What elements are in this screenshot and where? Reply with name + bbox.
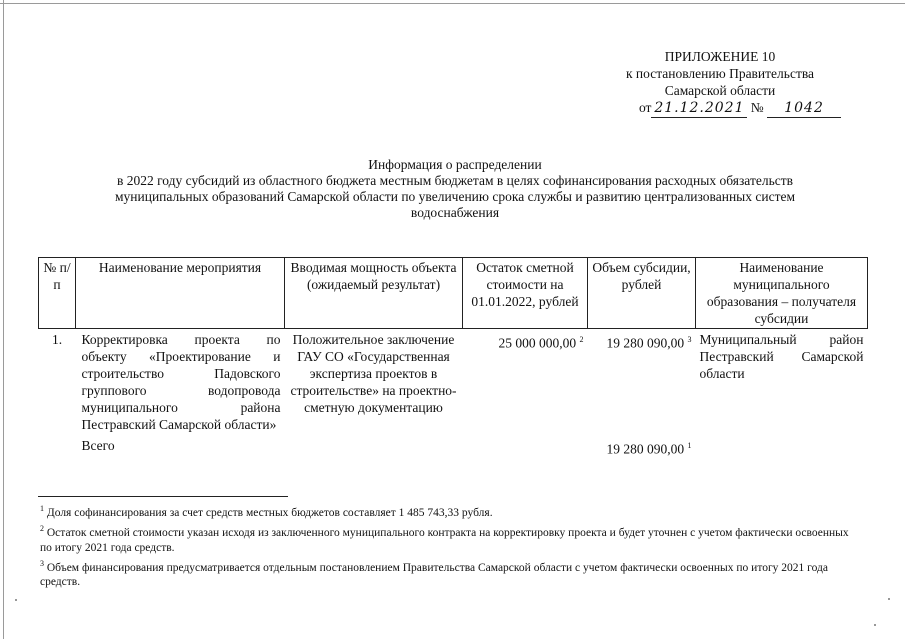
- footnote: [40, 556, 862, 591]
- row-municipality: Муниципальный район Пестравский Самарской области: [699, 332, 864, 381]
- total-subsidy: [588, 435, 696, 460]
- header-remaining-cost: Остаток сметной стоимости на 01.01.2022, рублей: [463, 258, 588, 329]
- subsidy-table: [38, 257, 868, 460]
- header-number: № п/п: [39, 258, 76, 329]
- handwritten-date: 21.12.2021: [651, 100, 747, 118]
- header-subsidy: Объем субсидии, рублей: [588, 258, 696, 329]
- header-activity: Наименование мероприятия: [76, 258, 285, 329]
- handwritten-number: 1042: [767, 100, 841, 118]
- footnote-divider: [38, 496, 288, 497]
- scan-border-top: [0, 3, 905, 4]
- footnote-text: Объем финансирования предусматривается отдельным постановлением Правительства Самарской области с учетом фактически освоенных по итогу 2021 года средств.: [40, 561, 828, 589]
- row-capacity: Положительное заключение ГАУ СО «Государственная экспертиза проектов в строительстве» на проектно-сметную документацию: [290, 332, 457, 415]
- row-subsidy: [588, 329, 696, 436]
- total-label: Всего: [81, 438, 115, 453]
- appendix-block: [560, 48, 880, 118]
- appendix-date-line: [600, 99, 880, 118]
- subsidy-footnote-ref: 3: [687, 335, 692, 344]
- title-line: Информация о распределении: [368, 157, 542, 172]
- footnotes: [40, 501, 862, 590]
- total-footnote-ref: 1: [687, 441, 692, 450]
- header-capacity: Вводимая мощность объекта (ожидаемый результат): [285, 258, 463, 329]
- footnote: [40, 521, 862, 556]
- scan-speck: [15, 599, 17, 601]
- subsidy-value: 19 280 090,00: [606, 335, 685, 351]
- document-title: [40, 157, 870, 221]
- title-line: в 2022 году субсидий из областного бюджета местным бюджетам в целях софинансирования расходных обязательств: [116, 173, 793, 188]
- title-line: водоснабжения: [410, 205, 500, 220]
- scan-speck: [874, 624, 876, 626]
- header-municipality: Наименование муниципального образования – получателя субсидии: [696, 258, 868, 329]
- appendix-resolution: к постановлению Правительства: [625, 66, 815, 81]
- table-header-row: [39, 258, 868, 329]
- scan-speck: [888, 598, 890, 600]
- total-subsidy-value: 19 280 090,00: [606, 441, 685, 457]
- appendix-title: ПРИЛОЖЕНИЕ 10: [664, 49, 776, 64]
- table-row: [39, 329, 868, 436]
- row-number: 1.: [51, 332, 63, 347]
- title-line: муниципальных образований Самарской области по увеличению срока службы и развитию централизованных систем: [114, 189, 796, 204]
- number-label: №: [750, 100, 764, 115]
- footnote: [40, 501, 862, 521]
- appendix-region: Самарской области: [664, 83, 776, 98]
- table-total-row: [39, 435, 868, 460]
- footnote-text: Доля софинансирования за счет средств местных бюджетов составляет 1 485 743,33 рубля.: [46, 506, 493, 519]
- footnote-text: Остаток сметной стоимости указан исходя из заключенного муниципального контракта на корректировку проекта и будет уточнен с учетом фактически освоенных по итогу 2021 года средств.: [40, 526, 849, 554]
- scan-border-left: [3, 0, 4, 639]
- from-label: от: [638, 100, 652, 115]
- row-remaining-cost: [463, 329, 588, 436]
- remaining-cost-footnote-ref: 2: [579, 335, 584, 344]
- remaining-cost-value: 25 000 000,00: [498, 335, 577, 351]
- footnote-marker: 1: [40, 504, 44, 513]
- footnote-marker: 3: [40, 558, 44, 568]
- footnote-marker: 2: [40, 523, 44, 533]
- row-activity: Корректировка проекта по объекту «Проектирование и строительство Падовского группового водопровода муниципального района Пестравский Самарской области»: [81, 332, 281, 432]
